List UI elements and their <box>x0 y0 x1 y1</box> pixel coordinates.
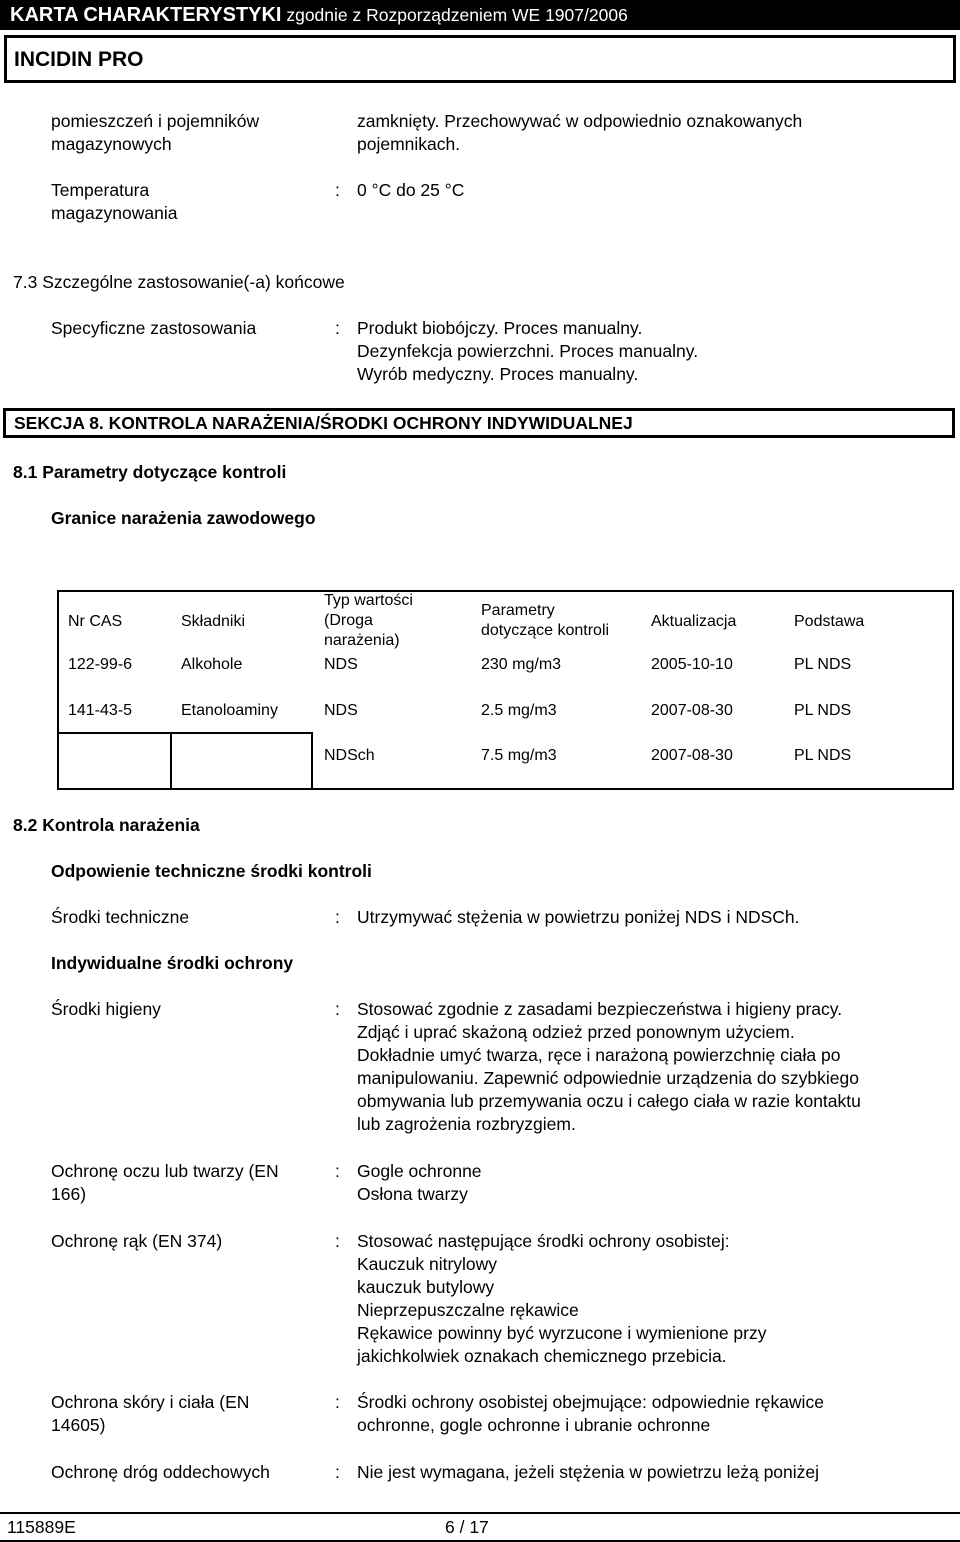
table-cell: NDS <box>324 702 358 719</box>
specific-use-colon: : <box>335 318 340 338</box>
table-cell: PL NDS <box>794 702 852 719</box>
respiratory-protection-label: Ochronę dróg oddechowych <box>51 1462 270 1482</box>
eye-protection-label: Ochronę oczu lub twarzy (EN 166) <box>51 1161 279 1204</box>
section-8-1-heading: 8.1 Parametry dotyczące kontroli <box>13 462 287 482</box>
table-cell: 7.5 mg/m3 <box>481 747 557 764</box>
table-cell: NDSch <box>324 747 375 764</box>
table-cell: 141-43-5 <box>68 702 133 719</box>
exposure-limits-heading: Granice narażenia zawodowego <box>51 508 316 528</box>
table-cell: 2.5 mg/m3 <box>481 702 557 719</box>
table-cell: 122-99-6 <box>68 656 133 673</box>
table-header-cas: Nr CAS <box>68 613 123 630</box>
colon: : <box>335 999 340 1019</box>
specific-use-value: Produkt biobójczy. Proces manualny. Dezynfekcja powierzchni. Proces manualny. Wyrób medyczny. Proces manualny. <box>357 318 699 384</box>
table-header-value-type: Typ wartości (Droga narażenia) <box>324 592 413 649</box>
table-cell: NDS <box>324 656 358 673</box>
skin-protection-label: Ochrona skóry i ciała (EN 14605) <box>51 1392 250 1435</box>
table-header-basis: Podstawa <box>794 613 865 630</box>
table-cell: PL NDS <box>794 656 852 673</box>
temperature-colon: : <box>335 180 340 200</box>
hygiene-label: Środki higieny <box>51 999 161 1019</box>
table-cell: 2005-10-10 <box>651 656 733 673</box>
temperature-value: 0 °C do 25 °C <box>357 180 465 200</box>
table-cell: 2007-08-30 <box>651 747 733 764</box>
engineering-controls-heading: Odpowienie techniczne środki kontroli <box>51 861 372 881</box>
skin-protection-value: Środki ochrony osobistej obejmujące: odpowiednie rękawice ochronne, gogle ochronne i ubranie ochronne <box>357 1392 824 1435</box>
table-header-ingredients: Składniki <box>181 613 246 630</box>
engineering-measures-value: Utrzymywać stężenia w powietrzu poniżej NDS i NDSCh. <box>357 907 800 927</box>
exposure-limits-table <box>57 590 954 790</box>
section-8-title: SEKCJA 8. KONTROLA NARAŻENIA/ŚRODKI OCHRONY INDYWIDUALNEJ <box>3 408 955 438</box>
hand-protection-value: Stosować następujące środki ochrony osobistej: Kauczuk nitrylowy kauczuk butylowy Nieprzepuszczalne rękawice Rękawice powinny być wyrzucone i wymienione przy jakichkolwiek oznakach chemicznego przebicia. <box>357 1231 767 1366</box>
footer-divider <box>0 1512 960 1514</box>
colon: : <box>335 1462 340 1482</box>
page-number: 6 / 17 <box>445 1517 489 1537</box>
table-cell: 230 mg/m3 <box>481 656 562 673</box>
temperature-label: Temperatura magazynowania <box>51 180 178 223</box>
ppe-heading: Indywidualne środki ochrony <box>51 953 294 973</box>
product-name: INCIDIN PRO <box>4 35 956 83</box>
engineering-measures-label: Środki techniczne <box>51 907 190 927</box>
section-8-2-heading: 8.2 Kontrola narażenia <box>13 815 200 835</box>
eye-protection-value: Gogle ochronne Osłona twarzy <box>357 1161 482 1204</box>
colon: : <box>335 1392 340 1412</box>
table-cell: Alkohole <box>181 656 243 673</box>
colon: : <box>335 907 340 927</box>
header-regulation: zgodnie z Rozporządzeniem WE 1907/2006 <box>281 5 628 25</box>
specific-use-label: Specyficzne zastosowania <box>51 318 257 338</box>
table-header-parameters: Parametry dotyczące kontroli <box>481 602 610 639</box>
colon: : <box>335 1161 340 1181</box>
storage-value: zamknięty. Przechowywać w odpowiednio oznakowanych pojemnikach. <box>357 111 803 154</box>
hygiene-value: Stosować zgodnie z zasadami bezpieczeństwa i higieny pracy. Zdjąć i uprać skażoną odzież przed ponownym użyciem. Dokładnie umyć twarza, ręce i narażoną powierzchnię ciała po manipulowaniu. Zapewnić odpowiednie urządzenia do szybkiego obmywania lub przemywania oczu i całego ciała w razie kontaktu lub zagrożenia rozbryzgiem. <box>357 999 861 1134</box>
storage-label: pomieszczeń i pojemników magazynowych <box>51 111 260 154</box>
table-cell: PL NDS <box>794 747 852 764</box>
table-header-update: Aktualizacja <box>651 613 737 630</box>
table-cell: Etanoloaminy <box>181 702 278 719</box>
section-7-3-heading: 7.3 Szczególne zastosowanie(-a) końcowe <box>13 272 345 292</box>
document-header <box>0 0 960 30</box>
document-id: 115889E <box>7 1517 76 1537</box>
hand-protection-label: Ochronę rąk (EN 374) <box>51 1231 223 1251</box>
header-title: KARTA CHARAKTERYSTYKI <box>10 4 282 26</box>
table-cell: 2007-08-30 <box>651 702 733 719</box>
respiratory-protection-value: Nie jest wymagana, jeżeli stężenia w powietrzu leżą poniżej <box>357 1462 820 1482</box>
colon: : <box>335 1231 340 1251</box>
